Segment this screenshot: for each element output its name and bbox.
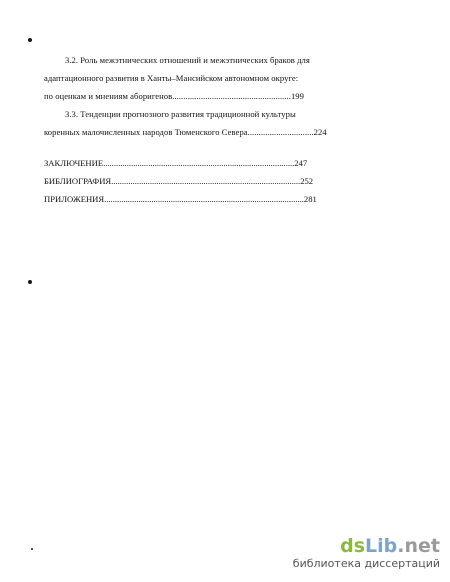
dslib-logo bbox=[293, 536, 440, 556]
logo-lib: Lib bbox=[365, 535, 398, 557]
scan-mark-middle bbox=[28, 280, 32, 284]
watermark-subtitle: библиотека диссертаций bbox=[292, 557, 440, 570]
toc-3-2-line2: адаптационного развития в Ханты–Мансийском автономном округе: bbox=[44, 73, 299, 83]
toc-3-2-line1: 3.2. Роль межэтнических отношений и межэтнических браков для bbox=[65, 55, 310, 65]
toc-3-3-line2: коренных малочисленных народов Тюменского Севера..............................224 bbox=[44, 127, 327, 137]
logo-net: .net bbox=[397, 535, 440, 557]
scan-mark-bottom bbox=[31, 548, 33, 550]
logo-ds: ds bbox=[340, 535, 366, 557]
toc-3-3-line1: 3.3. Тенденции прогнозного развития традиционной культуры bbox=[65, 109, 296, 119]
dslib-watermark bbox=[293, 536, 440, 570]
toc-conclusion: ЗАКЛЮЧЕНИЕ.........................................................................................247 bbox=[44, 158, 308, 168]
scan-mark-top bbox=[28, 38, 32, 42]
toc-3-2-line3: по оценкам и мнениям аборигенов......................................................199 bbox=[44, 91, 304, 101]
toc-bibliography: БИБЛИОГРАФИЯ........................................................................................252 bbox=[44, 176, 314, 186]
toc-appendices: ПРИЛОЖЕНИЯ.............................................................................................281 bbox=[44, 194, 317, 204]
